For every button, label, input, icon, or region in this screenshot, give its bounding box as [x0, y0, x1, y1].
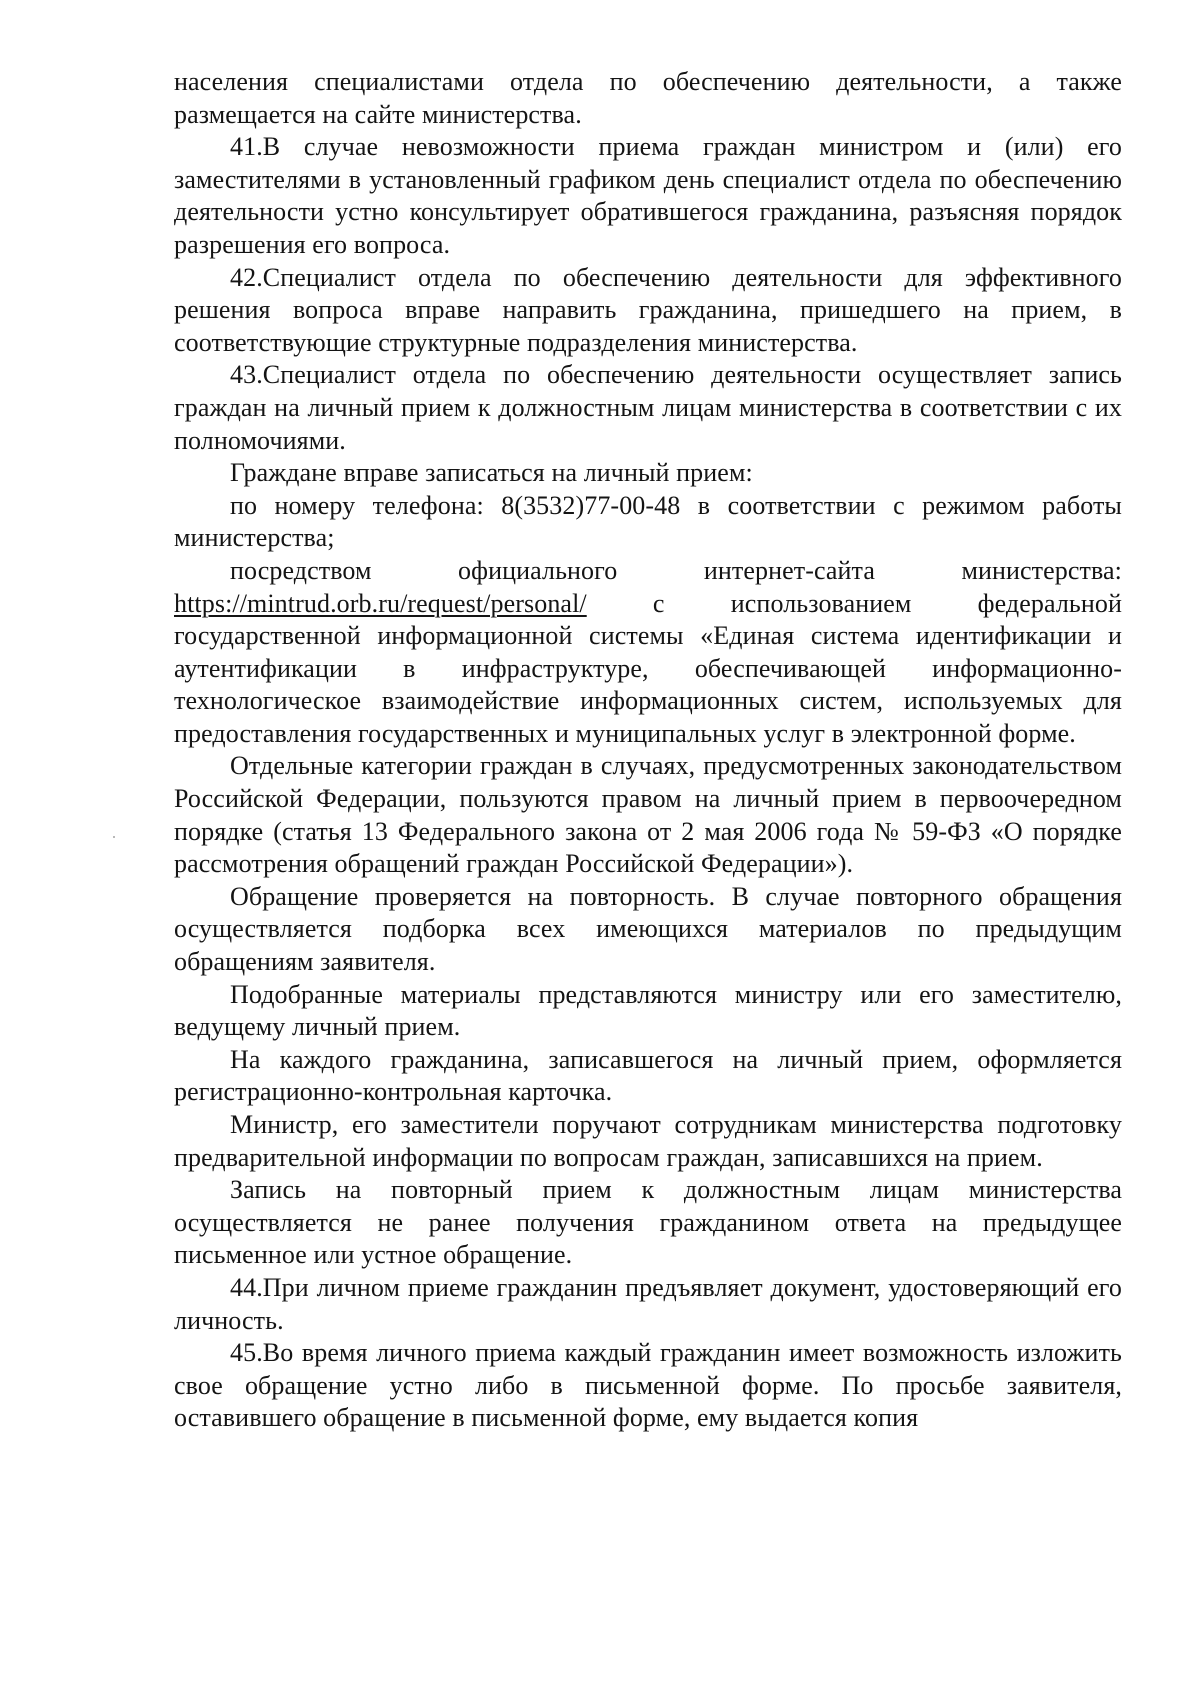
paragraph-43: 43.Специалист отдела по обеспечению деятельности осуществляет запись граждан на личный прием к должностным лицам министерства в соответствии с их полномочиями. — [174, 360, 1122, 455]
paragraph-41: 41.В случае невозможности приема граждан министром и (или) его заместителями в установленный графиком день специалист отдела по обеспечению деятельности устно консультирует обратившегося гражданина, разъясняя порядок разрешения его вопроса. — [174, 132, 1122, 259]
paragraph-internet — [174, 555, 1122, 751]
paragraph-registration-intro: Граждане вправе записаться на личный прием: — [230, 458, 753, 488]
request-personal-link[interactable]: https://mintrud.orb.ru/request/personal/ — [174, 588, 587, 618]
paragraph-repeat-check: Обращение проверяется на повторность. В случае повторного обращения осуществляется подборка всех имеющихся материалов по предыдущим обращениям заявителя. — [174, 881, 1122, 977]
paragraph-minister-instructions: Министр, его заместители поручают сотрудникам министерства подготовку предварительной информации по вопросам граждан, записавшихся на прием. — [174, 1110, 1122, 1172]
paragraph-44: 44.При личном приеме гражданин предъявляет документ, удостоверяющий его личность. — [174, 1272, 1122, 1335]
paragraph-registration-card: На каждого гражданина, записавшегося на личный прием, оформляется регистрационно-контрольная карточка. — [174, 1044, 1122, 1107]
paragraph-continuation: населения специалистами отдела по обеспечению деятельности, а также размещается на сайте министерства. — [174, 67, 1122, 129]
scan-speck — [113, 836, 115, 838]
paragraph-materials: Подобранные материалы представляются министру или его заместителю, ведущему личный прием. — [174, 979, 1122, 1042]
paragraph-priority-categories: Отдельные категории граждан в случаях, предусмотренных законодательством Российской Федерации, пользуются правом на личный прием в первоочередном порядке (статья 13 Федерального закона от 2 мая 2006 года № 59-ФЗ «О порядке рассмотрения обращений граждан Российской Федерации»). — [174, 751, 1122, 879]
paragraph-repeat-appointment: Запись на повторный прием к должностным лицам министерства осуществляется не ранее получения гражданином ответа на предыдущее письменное или устное обращение. — [174, 1175, 1122, 1270]
paragraph-42: 42.Специалист отдела по обеспечению деятельности для эффективного решения вопроса вправе направить гражданина, пришедшего на прием, в соответствующие структурные подразделения министерства. — [174, 262, 1122, 357]
internet-text-before: посредством официального интернет-сайта министерства: — [230, 555, 1122, 585]
paragraph-phone: по номеру телефона: 8(3532)77-00-48 в соответствии с режимом работы министерства; — [174, 490, 1122, 553]
paragraph-45: 45.Во время личного приема каждый гражданин имеет возможность изложить свое обращение устно либо в письменной форме. По просьбе заявителя, оставившего обращение в письменной форме, ему выдается копия — [174, 1338, 1122, 1433]
document-page — [174, 66, 1122, 1435]
internet-text-after: с использованием федеральной государственной информационной системы «Единая система идентификации и аутентификации в инфраструктуре, обеспечивающей информационно-технологическое взаимодействие информационных систем, используемых для предоставления государственных и муниципальных услуг в электронной форме. — [174, 588, 1122, 748]
